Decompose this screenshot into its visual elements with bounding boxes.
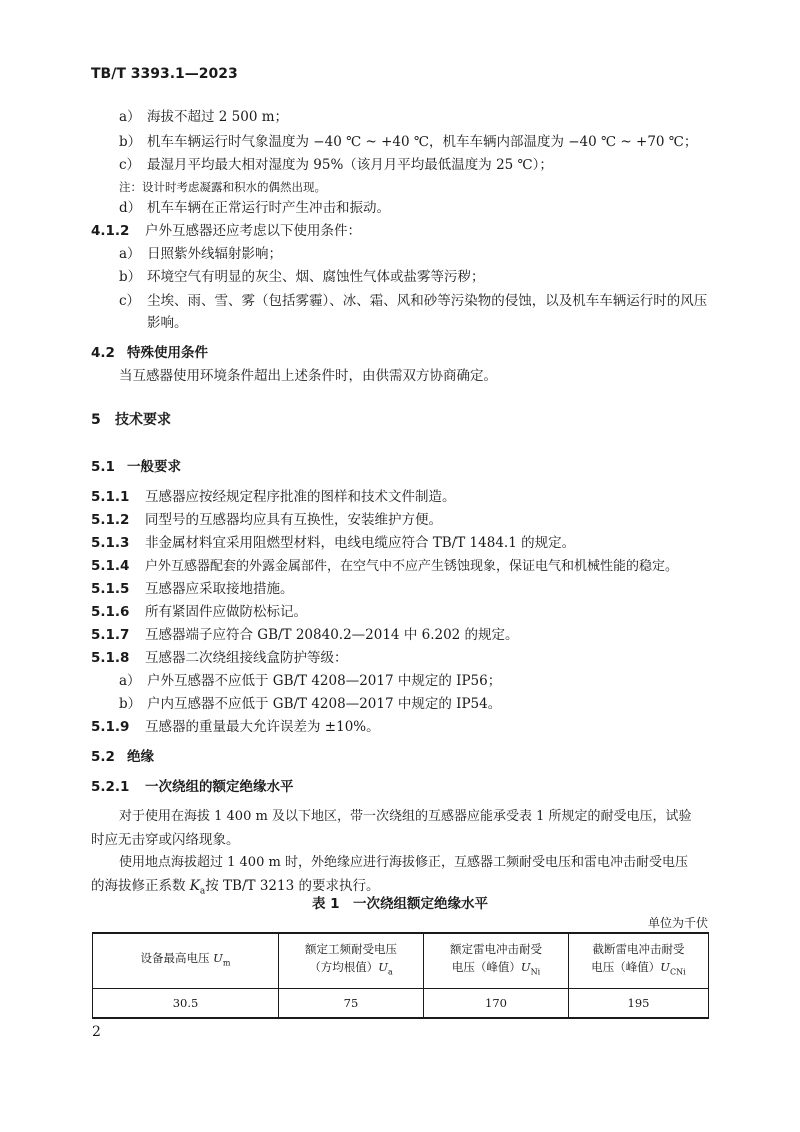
table-caption: 表 1 一次绕组额定绝缘水平 — [311, 896, 489, 912]
header-cell — [93, 933, 279, 988]
table-cell: 195 — [569, 988, 709, 1018]
symbol-subscript: a — [199, 886, 206, 897]
header-subscript: Ni — [530, 967, 541, 977]
list-item-b — [119, 695, 501, 713]
list-text: 机车车辆在正常运行时产生冲击和振动。 — [147, 200, 390, 216]
list-item-b — [119, 133, 697, 151]
header-symbol: U — [213, 951, 223, 966]
clause-number: 5.1.2 — [91, 512, 130, 528]
clause-text: 户外互感器配套的外露金属部件，在空气中不应产生锈蚀现象，保证电气和机械性能的稳定。 — [145, 559, 679, 574]
header-symbol: U — [520, 960, 531, 975]
clause-text: 非金属材料宜采用阻燃型材料，电线电缆应符合 TB/T 1484.1 的规定。 — [145, 535, 576, 551]
clause-text: 互感器二次绕组接线盒防护等级： — [145, 650, 348, 666]
clause-number: 5.1.1 — [91, 489, 130, 505]
clause-5-1-6 — [91, 603, 307, 621]
chapter-number: 5 — [91, 412, 101, 428]
insulation-table — [92, 932, 709, 1019]
list-text: 尘埃、雨、雪、雾（包括雾霾）、冰、霜、风和砂等污染物的侵蚀，以及机车车辆运行时的风压 — [147, 293, 708, 309]
header-cell — [279, 933, 424, 988]
chapter-5-heading — [91, 411, 171, 429]
clause-number: 5.1.7 — [91, 627, 130, 643]
clause-5-1-1 — [91, 488, 456, 506]
table-unit: 单位为千伏 — [647, 916, 708, 930]
table-cell: 75 — [279, 988, 424, 1018]
header-cell — [569, 933, 709, 988]
section-5-2-heading — [91, 748, 154, 766]
list-item-a — [119, 245, 282, 263]
header-line2 — [424, 958, 568, 981]
section-title: 绝缘 — [127, 749, 154, 765]
list-item-c — [119, 292, 707, 310]
header-subscript: CNi — [670, 967, 686, 977]
clause-5-1-2 — [91, 511, 442, 529]
clause-number: 5.1.9 — [91, 719, 130, 735]
clause-5-1-8 — [91, 649, 348, 667]
text-fragment: 按 TB/T 3213 的要求执行。 — [205, 878, 380, 894]
list-text: 海拔不超过 2 500 m； — [147, 109, 289, 125]
clause-text: 同型号的互感器均应具有互换性，安装维护方便。 — [145, 512, 442, 528]
clause-5-2-1-heading — [91, 778, 294, 796]
clause-5-1-5 — [91, 580, 294, 598]
list-label: a） — [119, 673, 141, 689]
clause-text: 互感器应按经规定程序批准的图样和技术文件制造。 — [145, 489, 456, 505]
list-text: 户内互感器不应低于 GB/T 4208—2017 中规定的 IP54。 — [147, 696, 502, 712]
list-label: a） — [119, 109, 141, 125]
paragraph: 对于使用在海拔 1 400 m 及以下地区，带一次绕组的互感器应能承受表 1 所规定的耐受电压，试验 — [119, 809, 692, 824]
clause-5-1-3 — [91, 534, 575, 552]
clause-title: 一次绕组的额定绝缘水平 — [145, 779, 294, 795]
section-4-2-heading — [91, 344, 208, 362]
paragraph: 当互感器使用环境条件超出上述条件时，由供需双方协商确定。 — [119, 368, 497, 384]
list-text: 户外互感器不应低于 GB/T 4208—2017 中规定的 IP56； — [147, 673, 502, 689]
clause-number: 5.1.3 — [91, 535, 130, 551]
section-number: 5.1 — [91, 459, 115, 475]
list-item-a — [119, 672, 501, 690]
list-text: 日照紫外线辐射影响； — [147, 246, 282, 262]
document-id: TB/T 3393.1—2023 — [91, 66, 238, 82]
clause-text: 所有紧固件应做防松标记。 — [145, 604, 307, 620]
clause-5-1-4 — [91, 557, 678, 576]
list-item-d — [119, 199, 390, 217]
header-symbol: U — [660, 960, 670, 975]
header-symbol: U — [378, 960, 388, 975]
clause-5-1-9 — [91, 718, 380, 736]
header-text: 额定工频耐受电压 — [305, 942, 397, 957]
chapter-title: 技术要求 — [115, 412, 171, 428]
clause-text: 互感器的重量最大允许误差为 ±10%。 — [145, 719, 380, 735]
header-cell — [424, 933, 569, 988]
section-title: 一般要求 — [127, 459, 181, 475]
note: 注：设计时考虑凝露和积水的偶然出现。 — [119, 180, 326, 194]
header-line2 — [569, 958, 708, 981]
list-label: b） — [119, 269, 142, 285]
clause-4-1-2 — [91, 222, 361, 240]
symbol-k: K — [189, 878, 200, 894]
header-text: （方均根值） — [309, 960, 379, 975]
section-title: 特殊使用条件 — [127, 345, 208, 361]
list-item-b — [119, 268, 485, 286]
clause-number: 5.1.5 — [91, 581, 130, 597]
table-row — [93, 988, 709, 1018]
clause-number: 5.2.1 — [91, 779, 130, 795]
text-fragment: 的海拔修正系数 — [91, 878, 190, 894]
clause-number: 4.1.2 — [91, 223, 130, 239]
list-text-continued: 影响。 — [147, 315, 188, 331]
header-subscript: a — [387, 967, 393, 977]
clause-text: 户外互感器还应考虑以下使用条件： — [145, 223, 361, 239]
paragraph-continued: 时应无击穿或闪络现象。 — [91, 832, 240, 848]
list-text: 环境空气有明显的灰尘、烟、腐蚀性气体或盐雾等污秽； — [147, 269, 485, 285]
paragraph: 使用地点海拔超过 1 400 m 时，外绝缘应进行海拔修正，互感器工频耐受电压和雷电冲击耐受电压 — [119, 855, 688, 870]
table-header-row — [93, 933, 709, 988]
header-text: 额定雷电冲击耐受 — [450, 942, 542, 957]
list-label: b） — [119, 696, 142, 712]
clause-text: 互感器应采取接地措施。 — [145, 581, 294, 597]
section-number: 4.2 — [91, 345, 115, 361]
header-text: 电压（峰值） — [591, 960, 661, 975]
list-item-a — [119, 108, 288, 126]
list-label: d） — [119, 200, 142, 216]
clause-number: 5.1.4 — [91, 558, 130, 574]
section-5-1-heading — [91, 458, 181, 476]
clause-text: 互感器端子应符合 GB/T 20840.2—2014 中 6.202 的规定。 — [145, 627, 519, 643]
clause-number: 5.1.6 — [91, 604, 130, 620]
list-label: a） — [119, 246, 141, 262]
list-label: c） — [119, 157, 141, 173]
header-line2 — [279, 958, 423, 981]
header-text: 电压（峰值） — [451, 960, 521, 975]
list-label: b） — [119, 134, 142, 150]
list-item-c — [119, 156, 553, 174]
table-cell: 30.5 — [93, 988, 279, 1018]
table-cell: 170 — [424, 988, 569, 1018]
page-number: 2 — [92, 1024, 101, 1040]
list-text: 机车车辆运行时气象温度为 −40 ℃ ~ +40 ℃，机车车辆内部温度为 −40 ℃ ~ +70 ℃； — [147, 134, 698, 150]
section-number: 5.2 — [91, 749, 115, 765]
header-text: 设备最高电压 — [140, 951, 214, 966]
header-text: 截断雷电冲击耐受 — [592, 942, 685, 957]
clause-number: 5.1.8 — [91, 650, 130, 666]
list-label: c） — [119, 293, 141, 309]
header-subscript: m — [222, 958, 231, 968]
clause-5-1-7 — [91, 626, 519, 644]
list-text: 最湿月平均最大相对湿度为 95%（该月月平均最低温度为 25 ℃）； — [147, 157, 553, 173]
